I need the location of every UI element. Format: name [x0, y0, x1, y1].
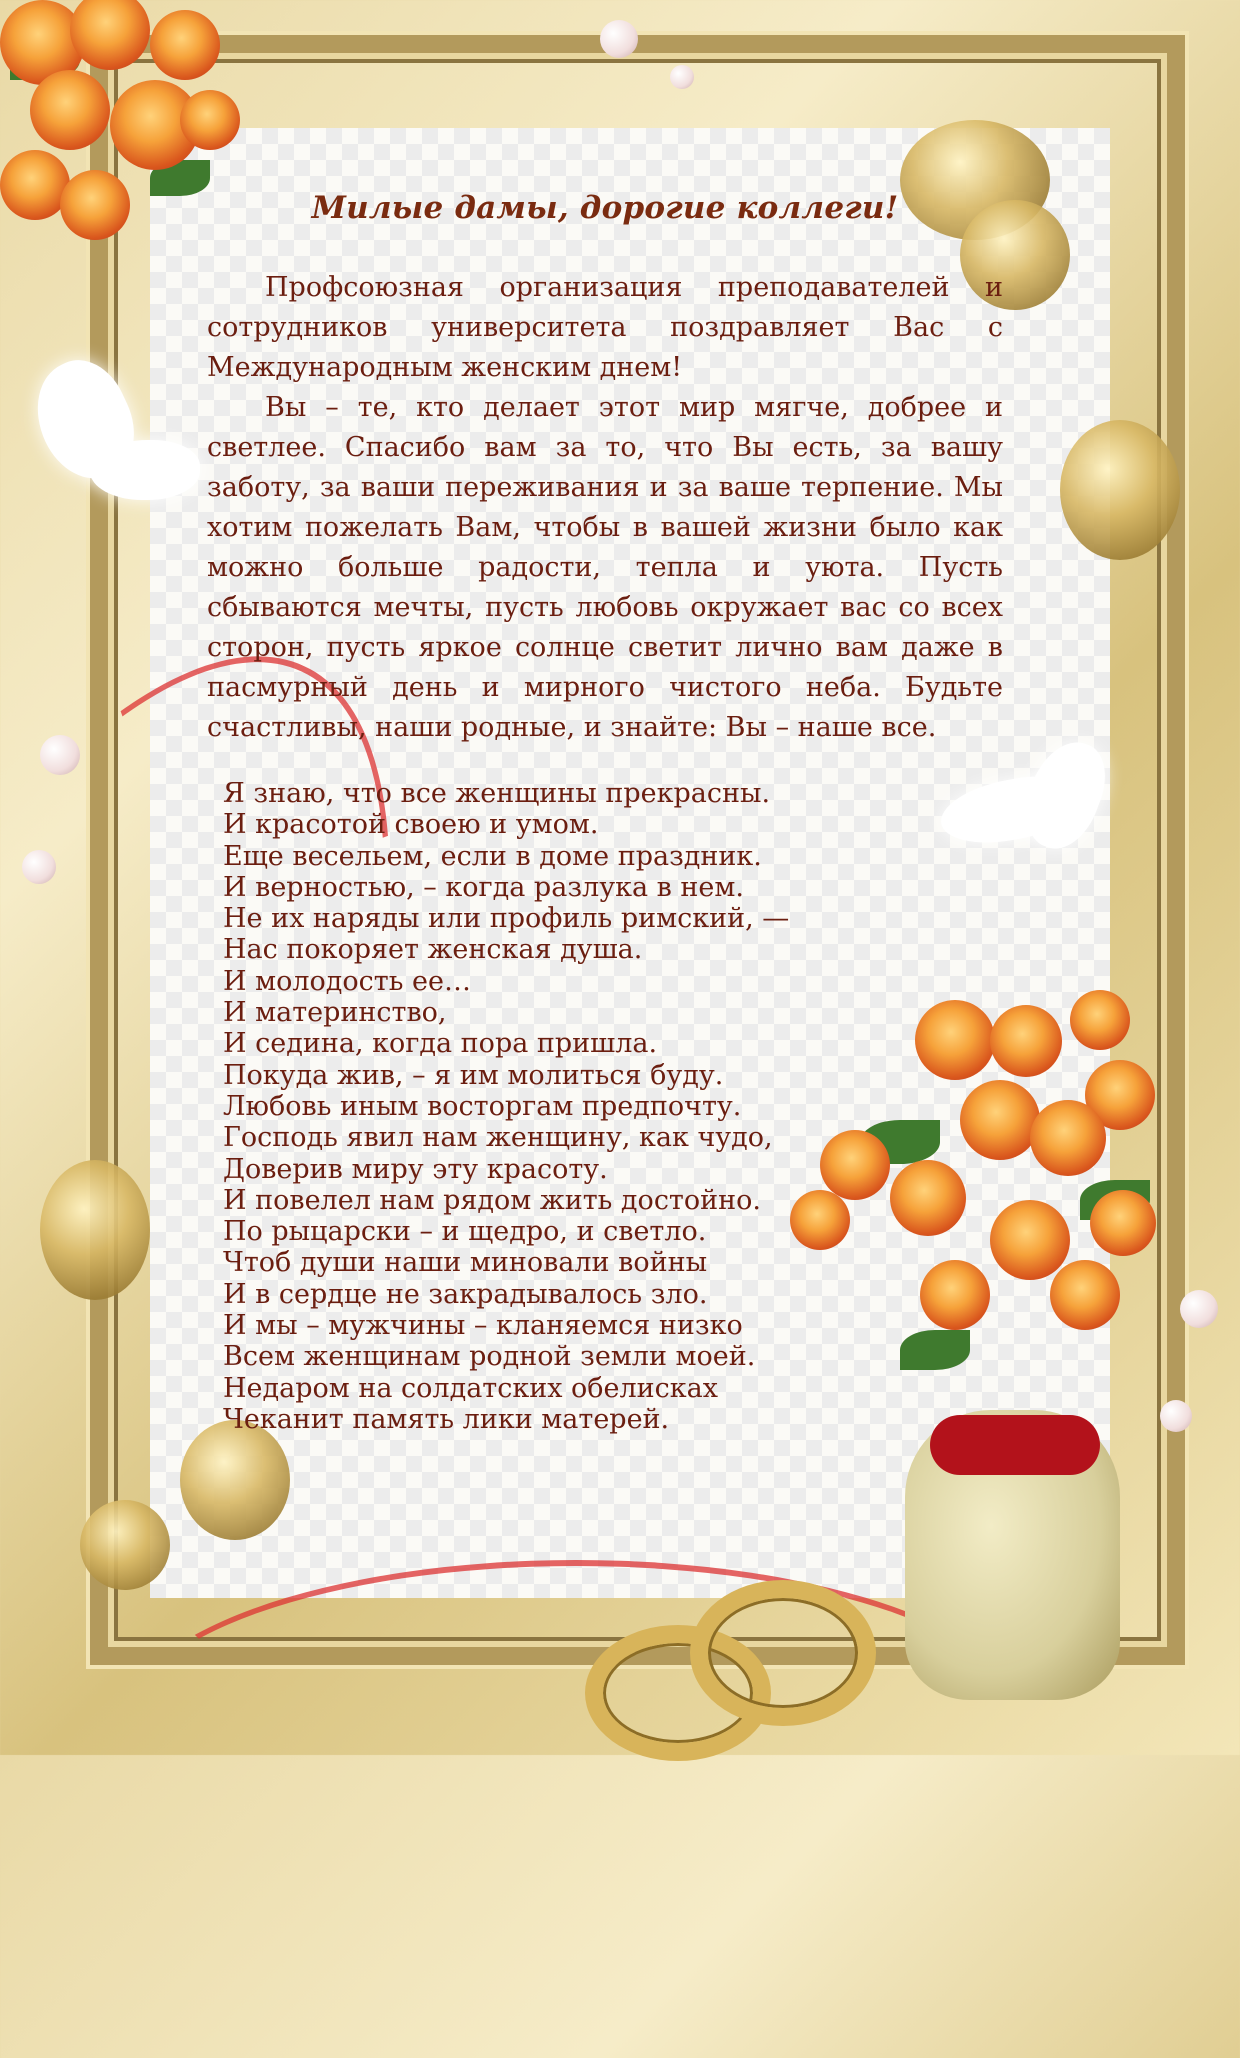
- poem-line: Господь явил нам женщину, как чудо,: [223, 1122, 773, 1154]
- poem-line: И материнство,: [223, 997, 447, 1029]
- poem-line: Еще весельем, если в доме праздник.: [223, 840, 762, 872]
- greeting-paragraph: Профсоюзная организация преподавателей и сотрудников университета поздравляет Вас с Международным женским днем!: [207, 272, 1003, 383]
- poem-line: И седина, когда пора пришла.: [223, 1028, 658, 1060]
- wishes-paragraph: Вы – те, кто делает этот мир мягче, добрее и светлее. Спасибо вам за то, что Вы есть, за вашу заботу, за ваши переживания и за ваше терпение. Мы хотим пожелать Вам, чтобы в вашей жизни было как можно больше радости, тепла и уюта. Пусть сбываются мечты, пусть любовь окружает вас со всех сторон, пусть яркое солнце светит лично вам даже в пасмурный день и мирного чистого неба. Будьте счастливы, наши родные, и знайте: Вы – наше все.: [207, 392, 1003, 743]
- poem-line: И молодость ее…: [223, 965, 471, 997]
- poem-line: Нас покоряет женская душа.: [223, 934, 643, 966]
- poem-line: Доверив миру эту красоту.: [223, 1153, 608, 1185]
- poem-line: Чтоб души наши миновали войны: [223, 1247, 708, 1279]
- poem-line: И красотой своею и умом.: [223, 809, 599, 841]
- poem-line: Не их наряды или профиль римский, —: [223, 903, 790, 935]
- red-ribbon-bottom: [120, 1560, 1032, 1892]
- poem-line: Любовь иным восторгам предпочту.: [223, 1090, 742, 1122]
- poem-line: И повелел нам рядом жить достойно.: [223, 1184, 761, 1216]
- poem-line: Я знаю, что все женщины прекрасны.: [223, 778, 771, 809]
- poem: [207, 778, 1003, 1435]
- poem-line: Недаром на солдатских обелисках: [223, 1372, 718, 1404]
- poem-line: Чеканит память лики матерей.: [223, 1403, 670, 1435]
- poem-line: И мы – мужчины – кланяемся низко: [223, 1310, 743, 1342]
- card-title: Милые дамы, дорогие коллеги!: [311, 190, 899, 226]
- card-content: [207, 190, 1003, 1435]
- poem-line: По рыцарски – и щедро, и светло.: [223, 1216, 707, 1248]
- poem-line: И в сердце не закрадывалось зло.: [223, 1278, 708, 1310]
- poem-line: Всем женщинам родной земли моей.: [223, 1341, 756, 1373]
- poem-line: И верностью, – когда разлука в нем.: [223, 871, 744, 903]
- poem-line: Покуда жив, – я им молиться буду.: [223, 1059, 724, 1091]
